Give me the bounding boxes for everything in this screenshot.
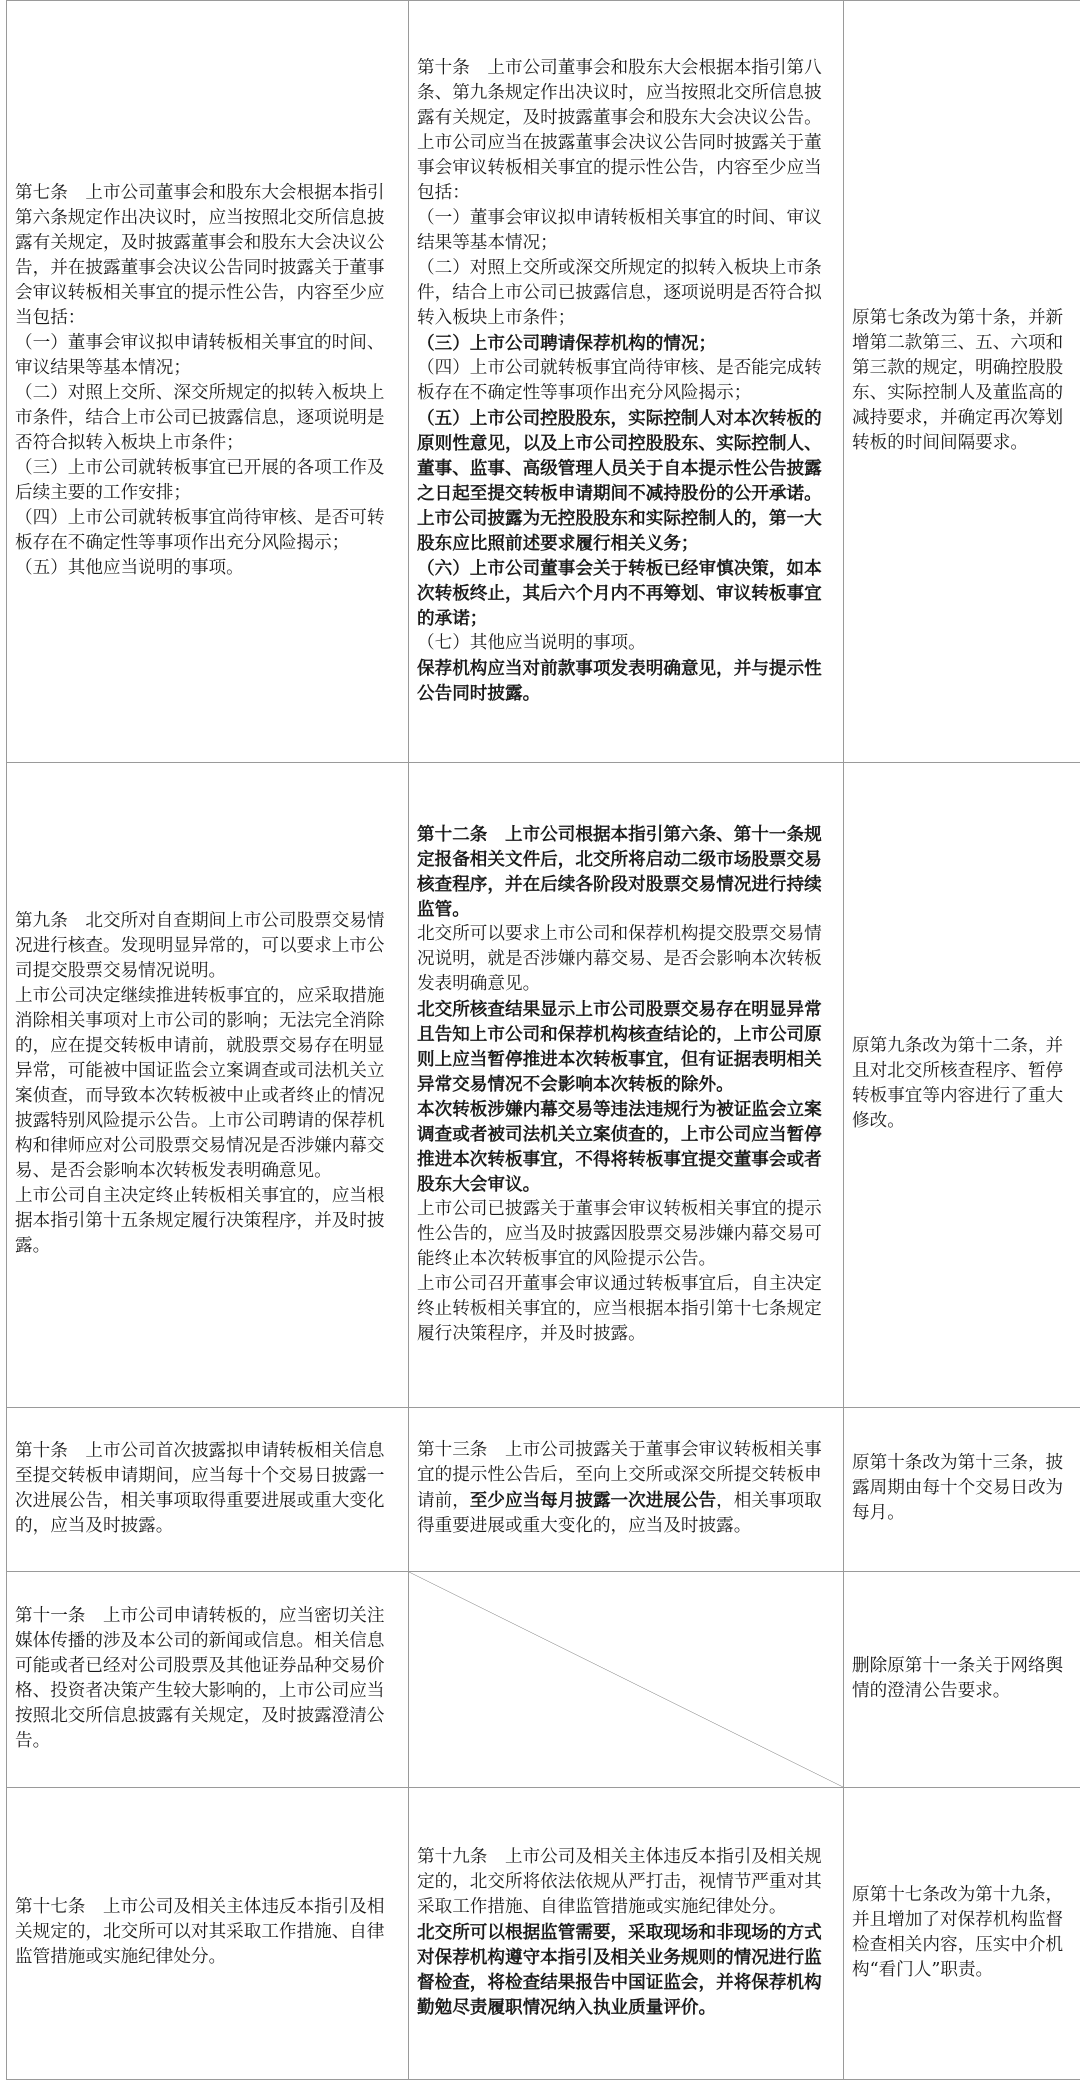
- revision-note: 原第七条改为第十条，并新增第二款第三、五、六项和第三款的规定，明确控股股东、实际控制人及董监高的减持要求，并确定再次筹划转板的时间间隔要求。: [852, 307, 1064, 453]
- article-text: （四）上市公司就转板事宜尚待审核、是否能完成转板存在不确定性等事项作出充分风险揭示；: [417, 357, 822, 403]
- article-text-new: 至少应当每月披露一次进展公告: [469, 1490, 717, 1511]
- table-row: [7, 1788, 1080, 2080]
- article-text: 第十九条 上市公司及相关主体违反本指引及相关规定的，北交所将依法依规从严打击，视情节严重对其采取工作措施、自律监管措施或实施纪律处分。: [417, 1847, 822, 1917]
- comparison-table: [6, 0, 1080, 2080]
- article-text-new: 北交所核查结果显示上市公司股票交易存在明显异常且告知上市公司和保荐机构核查结论的，上市公司原则上应当暂停推进本次转板事宜，但有证据表明相关异常交易情况不会影响本次转板的除外。: [417, 998, 822, 1095]
- article-text-new: （三）上市公司聘请保荐机构的情况；: [417, 332, 717, 354]
- original-article-cell: [7, 1788, 409, 2080]
- original-article-cell: [7, 1572, 409, 1788]
- article-text-new: 第十二条 上市公司根据本指引第六条、第十一条规定报备相关文件后，北交所将启动二级市场股票交易核查程序，并在后续各阶段对股票交易情况进行持续监管。: [417, 823, 822, 920]
- table-row: [7, 1572, 1080, 1788]
- revision-note: 原第九条改为第十二条，并且对北交所核查程序、暂停转板事宜等内容进行了重大修改。: [852, 1036, 1064, 1131]
- article-text: （四）上市公司就转板事宜尚待审核、是否可转板存在不确定性等事项作出充分风险揭示；: [15, 507, 385, 553]
- revision-note: 原第十条改为第十三条，披露周期由每十个交易日改为每月。: [852, 1453, 1064, 1523]
- deleted-diagonal-line: [409, 1572, 843, 1787]
- article-text: 上市公司自主决定终止转板相关事宜的，应当根据本指引第十五条规定履行决策程序，并及时披露。: [15, 1186, 385, 1256]
- revision-note-cell: [844, 1788, 1080, 2080]
- article-text: （一）董事会审议拟申请转板相关事宜的时间、审议结果等基本情况；: [417, 207, 822, 253]
- article-text: 第九条 北交所对自查期间上市公司股票交易情况进行核查。发现明显异常的，可以要求上市公司提交股票交易情况说明。: [15, 911, 385, 981]
- article-text: 上市公司已披露关于董事会审议转板相关事宜的提示性公告的，应当及时披露因股票交易涉嫌内幕交易可能终止本次转板事宜的风险提示公告。: [417, 1198, 822, 1269]
- original-article-cell: [7, 1408, 409, 1572]
- article-text: 北交所可以要求上市公司和保荐机构提交股票交易情况说明，就是否涉嫌内幕交易、是否会影响本次转板发表明确意见。: [417, 923, 822, 994]
- article-text-new: 本次转板涉嫌内幕交易等违法违规行为被证监会立案调查或者被司法机关立案侦查的，上市公司应当暂停推进本次转板事宜，不得将转板事宜提交董事会或者股东大会审议。: [417, 1098, 822, 1195]
- table-row: [7, 1408, 1080, 1572]
- article-text: （三）上市公司就转板事宜已开展的各项工作及后续主要的工作安排；: [15, 457, 385, 503]
- revision-note: 原第十七条改为第十九条，并且增加了对保荐机构监督检查相关内容，压实中介机构“看门人”职责。: [852, 1884, 1064, 1980]
- revision-note-cell: [844, 763, 1080, 1408]
- deleted-article-cell: [409, 1572, 844, 1788]
- article-text-new: 保荐机构应当对前款事项发表明确意见，并与提示性公告同时披露。: [417, 657, 822, 704]
- article-text: 上市公司决定继续推进转板事宜的，应采取措施消除相关事项对上市公司的影响；无法完全消除的，应在提交转板申请前，就股票交易存在明显异常，可能被中国证监会立案调查或司法机关立案侦查，而导致本次转板被中止或者终止的情况披露特别风险提示公告。上市公司聘请的保荐机构和律师应对公司股票交易情况是否涉嫌内幕交易、是否会影响本次转板发表明确意见。: [15, 986, 385, 1181]
- article-text-part: 第十三条 上市公司披露关于董事会审议转板相关事宜的提示性公告后，至向上交所或深交所提交转板申请前，: [417, 1440, 822, 1511]
- article-text: 第十条 上市公司首次披露拟申请转板相关信息至提交转板申请期间，应当每十个交易日披露一次进展公告，相关事项取得重要进展或重大变化的，应当及时披露。: [15, 1440, 385, 1536]
- article-text: 第十一条 上市公司申请转板的，应当密切关注媒体传播的涉及本公司的新闻或信息。相关信息可能或者已经对公司股票及其他证券品种交易价格、投资者决策产生较大影响的，上市公司应当按照北交所信息披露有关规定，及时披露澄清公告。: [15, 1605, 385, 1751]
- article-text-new: （六）上市公司董事会关于转板已经审慎决策，如本次转板终止，其后六个月内不再筹划、审议转板事宜的承诺；: [417, 557, 822, 629]
- article-text: 第七条 上市公司董事会和股东大会根据本指引第六条规定作出决议时，应当按照北交所信息披露有关规定，及时披露董事会和股东大会决议公告，并在披露董事会决议公告同时披露关于董事会审议转板相关事宜的提示性公告，内容至少应当包括：: [15, 182, 385, 328]
- revised-article-cell: [409, 1408, 844, 1572]
- article-text: （二）对照上交所或深交所规定的拟转入板块上市条件，结合上市公司已披露信息，逐项说明是否符合拟转入板块上市条件；: [417, 257, 822, 328]
- article-text: [417, 1438, 837, 1539]
- article-text: 第十条 上市公司董事会和股东大会根据本指引第八条、第九条规定作出决议时，应当按照北交所信息披露有关规定，及时披露董事会和股东大会决议公告。: [417, 57, 822, 128]
- article-text: 上市公司召开董事会审议通过转板事宜后，自主决定终止转板相关事宜的，应当根据本指引第十七条规定履行决策程序，并及时披露。: [417, 1273, 822, 1344]
- article-text: 第十七条 上市公司及相关主体违反本指引及相关规定的，北交所可以对其采取工作措施、自律监管措施或实施纪律处分。: [15, 1897, 385, 1967]
- article-text-new: 北交所可以根据监管需要，采取现场和非现场的方式对保荐机构遵守本指引及相关业务规则的情况进行监督检查，将检查结果报告中国证监会，并将保荐机构勤勉尽责履职情况纳入执业质量评价。: [417, 1922, 822, 2018]
- revised-article-cell: [409, 763, 844, 1408]
- revised-article-cell: [409, 1788, 844, 2080]
- article-text: 上市公司应当在披露董事会决议公告同时披露关于董事会审议转板相关事宜的提示性公告，内容至少应当包括：: [417, 132, 822, 203]
- original-article-cell: [7, 763, 409, 1408]
- revised-article-cell: [409, 1, 844, 763]
- revision-note-cell: [844, 1, 1080, 763]
- article-text: （一）董事会审议拟申请转板相关事宜的时间、审议结果等基本情况；: [15, 332, 385, 378]
- revision-note-cell: [844, 1572, 1080, 1788]
- original-article-cell: [7, 1, 409, 763]
- table-row: [7, 1, 1080, 763]
- revision-note: 删除原第十一条关于网络舆情的澄清公告要求。: [852, 1655, 1064, 1701]
- revision-note-cell: [844, 1408, 1080, 1572]
- article-text-part: ，相关事项取得重要进展或重大变化的，应当及时披露。: [417, 1491, 822, 1536]
- article-text: （五）其他应当说明的事项。: [15, 557, 244, 578]
- article-text: （二）对照上交所、深交所规定的拟转入板块上市条件，结合上市公司已披露信息，逐项说明是否符合拟转入板块上市条件；: [15, 382, 385, 453]
- table-row: [7, 763, 1080, 1408]
- article-text-new: （五）上市公司控股股东，实际控制人对本次转板的原则性意见，以及上市公司控股股东、实际控制人、董事、监事、高级管理人员关于自本提示性公告披露之日起至提交转板申请期间不减持股份的公开承诺。上市公司披露为无控股股东和实际控制人的，第一大股东应比照前述要求履行相关义务；: [417, 407, 822, 554]
- article-text: （七）其他应当说明的事项。: [417, 632, 646, 653]
